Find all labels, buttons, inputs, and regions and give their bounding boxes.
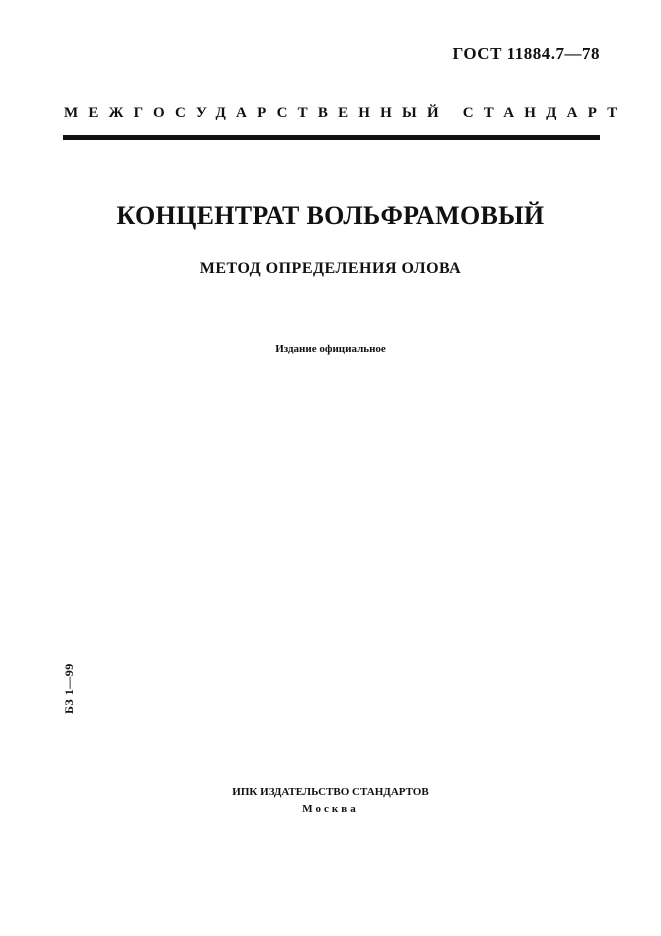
publisher-city: Москва <box>302 803 359 815</box>
edition-note: Издание официальное <box>275 343 386 355</box>
heading-rule <box>63 135 600 140</box>
publisher-name: ИПК ИЗДАТЕЛЬСТВО СТАНДАРТОВ <box>232 786 429 798</box>
document-subtitle: МЕТОД ОПРЕДЕЛЕНИЯ ОЛОВА <box>199 260 462 277</box>
document-title: КОНЦЕНТРАТ ВОЛЬФРАМОВЫЙ <box>116 201 545 230</box>
standard-designation: ГОСТ 11884.7—78 <box>452 44 600 63</box>
side-catalog-code: БЗ 1—99 <box>62 663 76 714</box>
standard-type-heading: МЕЖГОСУДАРСТВЕННЫЙ СТАНДАРТ <box>64 105 628 121</box>
